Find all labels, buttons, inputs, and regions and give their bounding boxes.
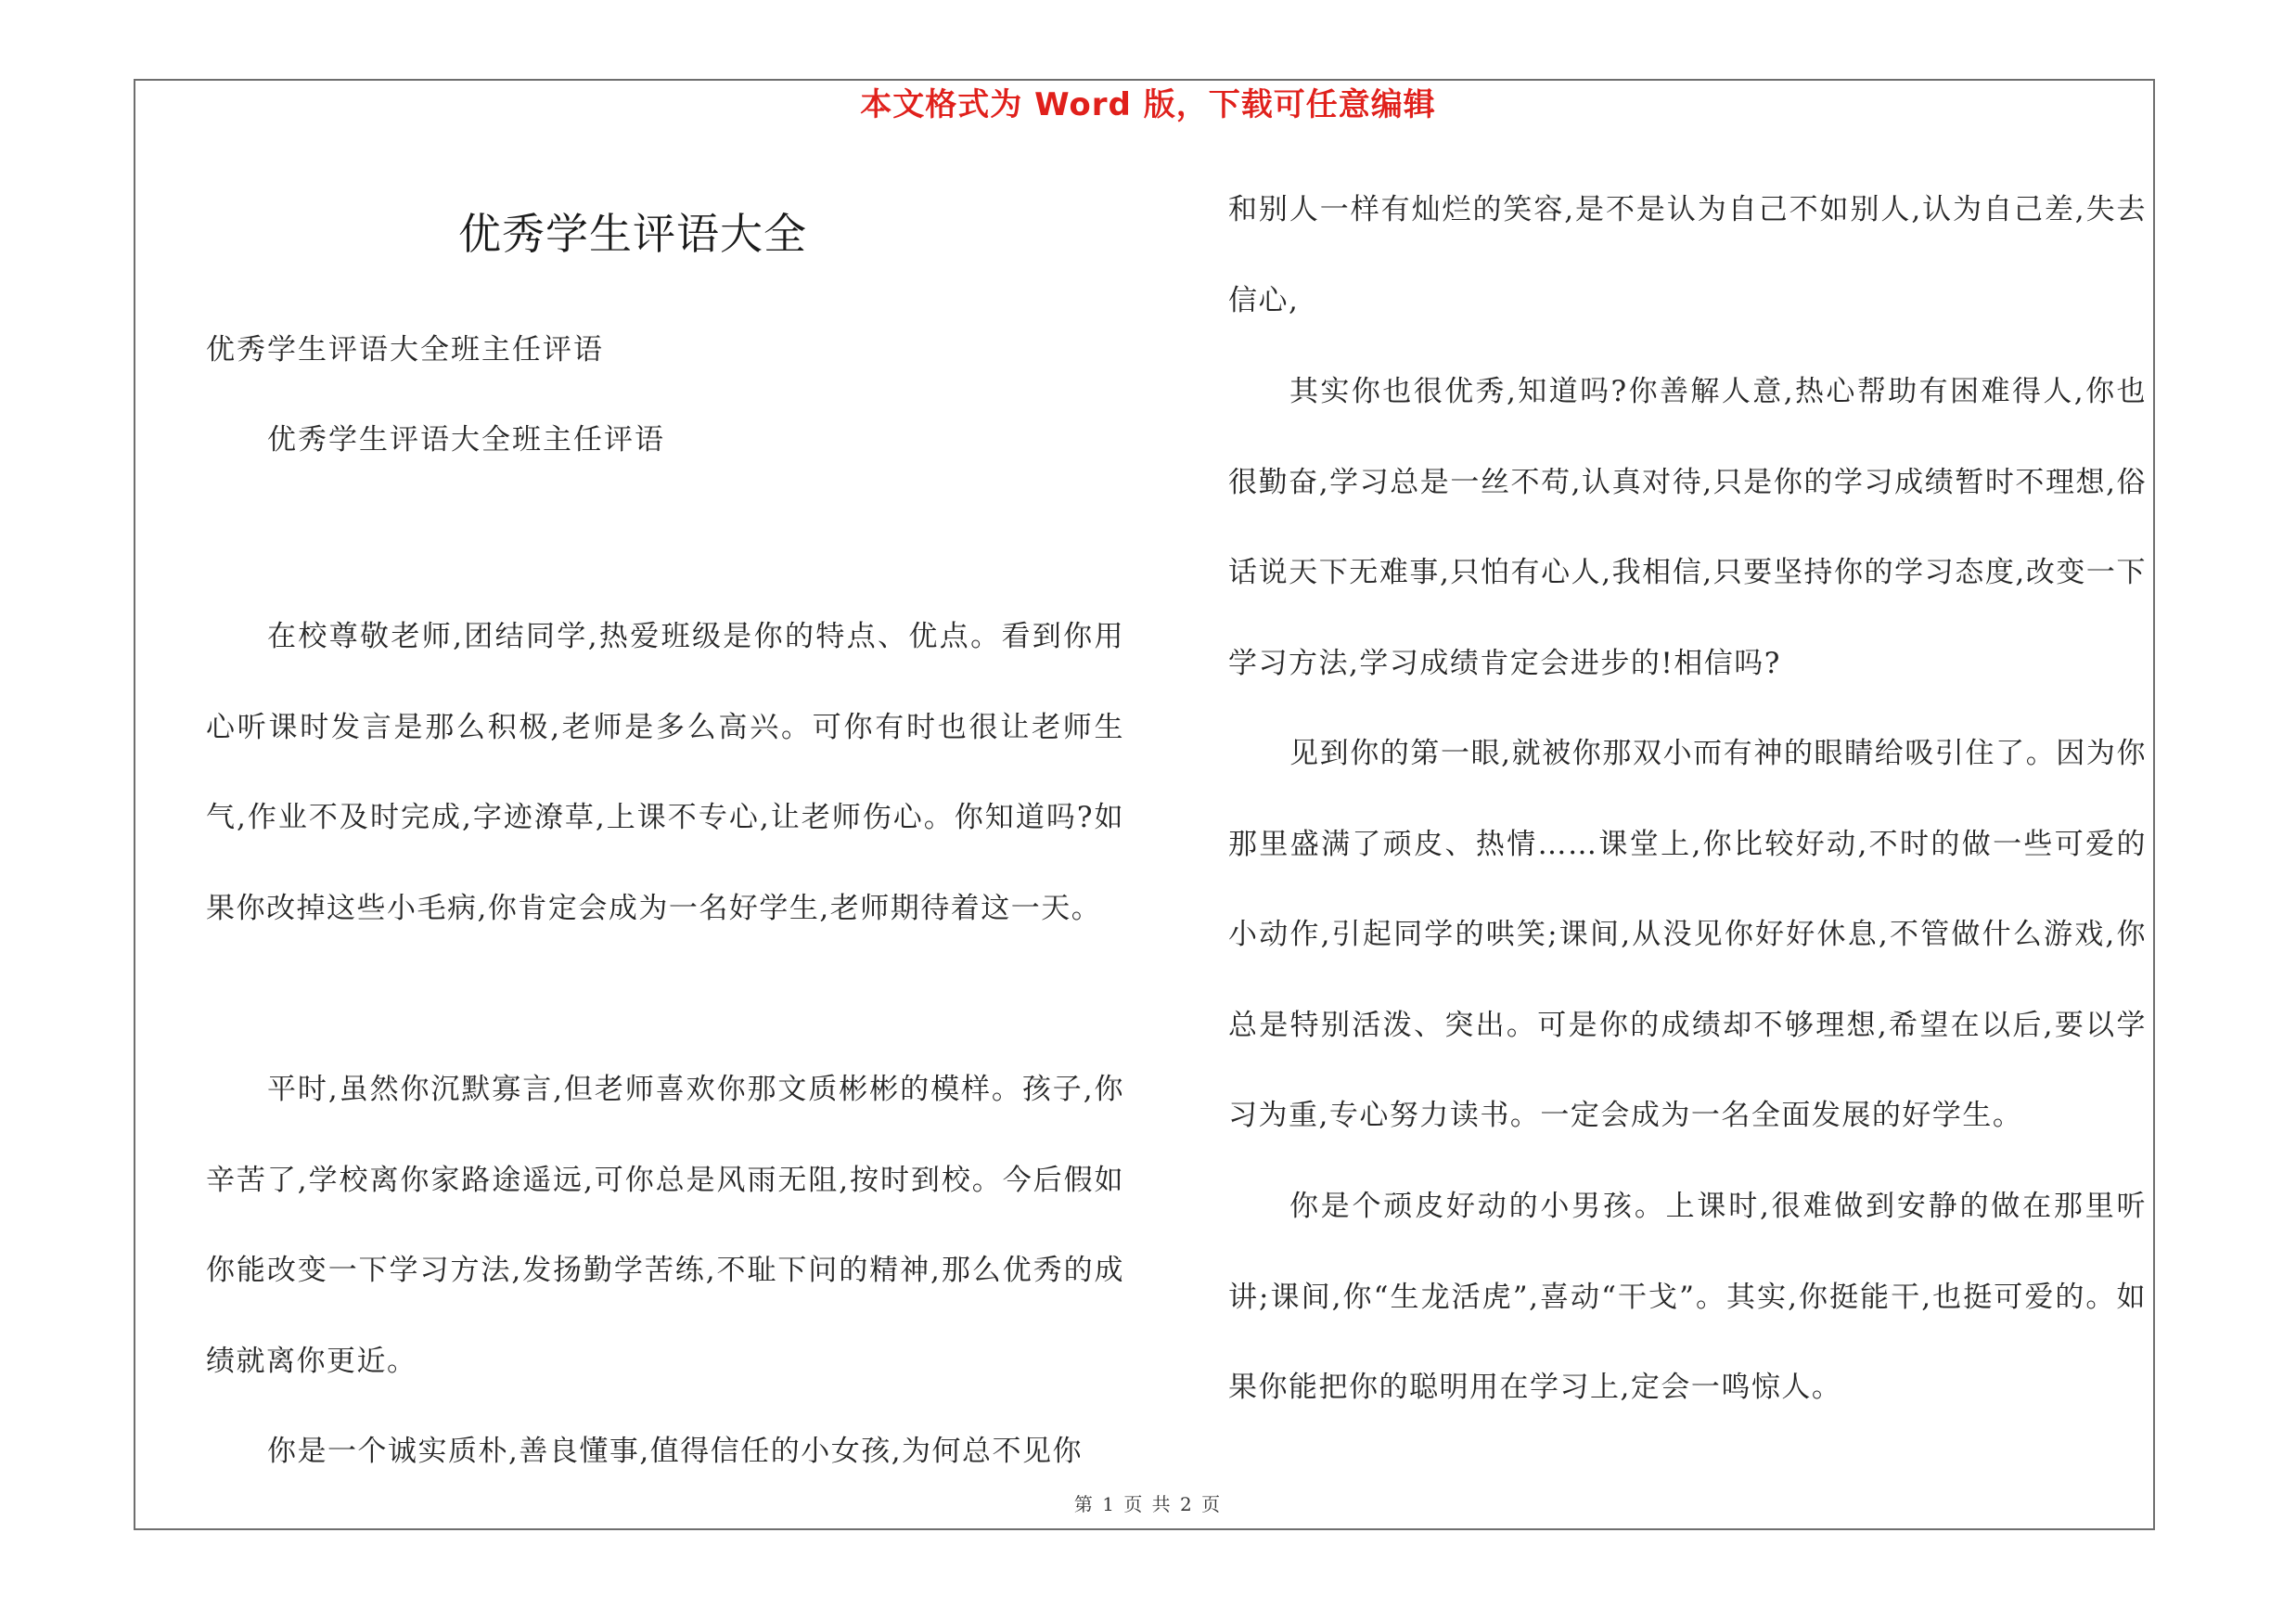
paragraph: 在校尊敬老师,团结同学,热爱班级是你的特点、优点。看到你用心听课时发言是那么积极,老师是多么高兴。可你有时也很让老师生气,作业不及时完成,字迹潦草,上课不专心,让老师伤心。你知道吗?如果你改掉这些小毛病,你肯定会成为一名好学生,老师期待着这一天。 (206, 620, 1124, 925)
subtitle-indented: 优秀学生评语大全班主任评语 (267, 423, 665, 457)
page-number-footer: 第 1 页 共 2 页 (1073, 1493, 1223, 1515)
subtitle: 优秀学生评语大全班主任评语 (206, 333, 604, 367)
paragraph-continued: 和别人一样有灿烂的笑容,是不是认为自己不如别人,认为自己差,失去信心, (1228, 193, 2147, 317)
document-title: 优秀学生评语大全 (458, 209, 807, 259)
word-format-banner: 本文格式为 Word 版，下载可任意编辑 (860, 86, 1436, 123)
paragraph: 见到你的第一眼,就被你那双小而有神的眼睛给吸引住了。因为你那里盛满了顽皮、热情……课堂上,你比较好动,不时的做一些可爱的小动作,引起同学的哄笑;课间,从没见你好好休息,不管做什么游戏,你总是特别活泼、突出。可是你的成绩却不够理想,希望在以后,要以学习为重,专心努力读书。一定会成为一名全面发展的好学生。 (1228, 737, 2147, 1132)
paragraph: 其实你也很优秀,知道吗?你善解人意,热心帮助有困难得人,你也很勤奋,学习总是一丝不苟,认真对待,只是你的学习成绩暂时不理想,俗话说天下无难事,只怕有心人,我相信,只要坚持你的学习态度,改变一下学习方法,学习成绩肯定会进步的!相信吗? (1228, 375, 2147, 680)
paragraph: 你是个顽皮好动的小男孩。上课时,很难做到安静的做在那里听讲;课间,你“生龙活虎”,喜动“干戈”。其实,你挺能干,也挺可爱的。如果你能把你的聪明用在学习上,定会一鸣惊人。 (1228, 1190, 2147, 1404)
paragraph: 你是一个诚实质朴,善良懂事,值得信任的小女孩,为何总不见你 (267, 1435, 1084, 1468)
paragraph: 平时,虽然你沉默寡言,但老师喜欢你那文质彬彬的模样。孩子,你辛苦了,学校离你家路途遥远,可你总是风雨无阻,按时到校。今后假如你能改变一下学习方法,发扬勤学苦练,不耻下问的精神,那么优秀的成绩就离你更近。 (206, 1073, 1124, 1378)
